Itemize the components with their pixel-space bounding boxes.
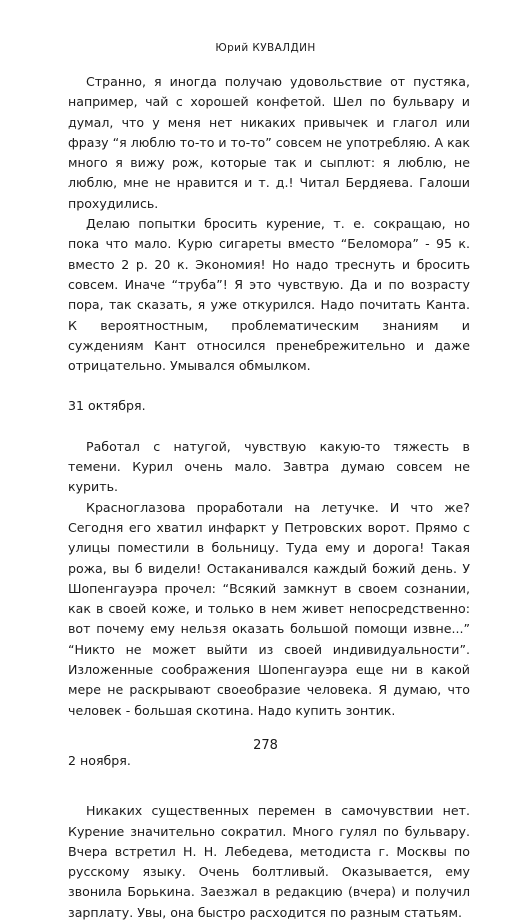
paragraph: Странно, я иногда получаю удовольствие от пустяка, например, чай с хорошей конфетой. Шел по бульвару и думал, что у меня нет никаких привычек и глагол или фразу “я люблю то-то и то-то” совсем не употребляю. А как много я вижу рож, которые так и сыплют: я люблю, не люблю, мне не нравится и т. д.! Читал Бердяева. Галоши прохудились. (68, 74, 471, 211)
paragraph: Красноглазова проработали на летучке. И что же? Сегодня его хватил инфаркт у Петровских ворот. Прямо с улицы поместили в больницу. Туда ему и дорога! Такая рожа, вы б видели! Остаканивался каждый божий день. У Шопенгауэра прочел: “Всякий замкнут в своем сознании, как в своей коже, и только в нем живет непосредственно: вот почему ему нельзя оказать большой помощи извне...” “Никто не может выйти из своей индивидуальности”. Изложенные соображения Шопенгауэра еще ни в какой мере не раскрывают своеобразие человека. Я думаю, что человек - большая скотина. Надо купить зонтик. (68, 499, 470, 718)
page-number: 278 (253, 738, 278, 753)
page-body (68, 72, 470, 923)
diary-date: 31 октября. (68, 398, 146, 414)
paragraph: Делаю попытки бросить курение, т. е. сокращаю, но пока что мало. Курю сигареты вместо “Беломора” - 95 к. вместо 2 р. 20 к. Экономия! Но надо треснуть и бросить совсем. Иначе “труба”! Я это чувствую. Да и по возрасту пора, так сказать, я уже откурился. Надо почитать Канта. К вероятностным, проблематическим знаниям и суждениям Кант относился пренебрежительно и даже отрицательно. Умывался обмылком. (68, 216, 470, 374)
spacer (68, 376, 470, 396)
running-head-author: Юрий КУВАЛДИН (215, 42, 316, 54)
spacer (68, 417, 470, 437)
paragraph: Никаких существенных перемен в самочувствии нет. Курение значительно сократил. Много гулял по бульвару. Вчера встретил Н. Н. Лебедева, методиста г. Москвы по русскому языку. Очень болтливый. Оказывается, ему звонила Борькина. Заезжал в редакцию (вчера) и получил зарплату. Увы, она быстро расходится по разным статьям. (68, 803, 470, 920)
spacer (68, 771, 470, 801)
diary-date: 2 ноября. (68, 752, 131, 768)
paragraph: Работал с натугой, чувствую какую-то тяжесть в темени. Курил очень мало. Завтра думаю совсем не курить. (68, 438, 470, 495)
